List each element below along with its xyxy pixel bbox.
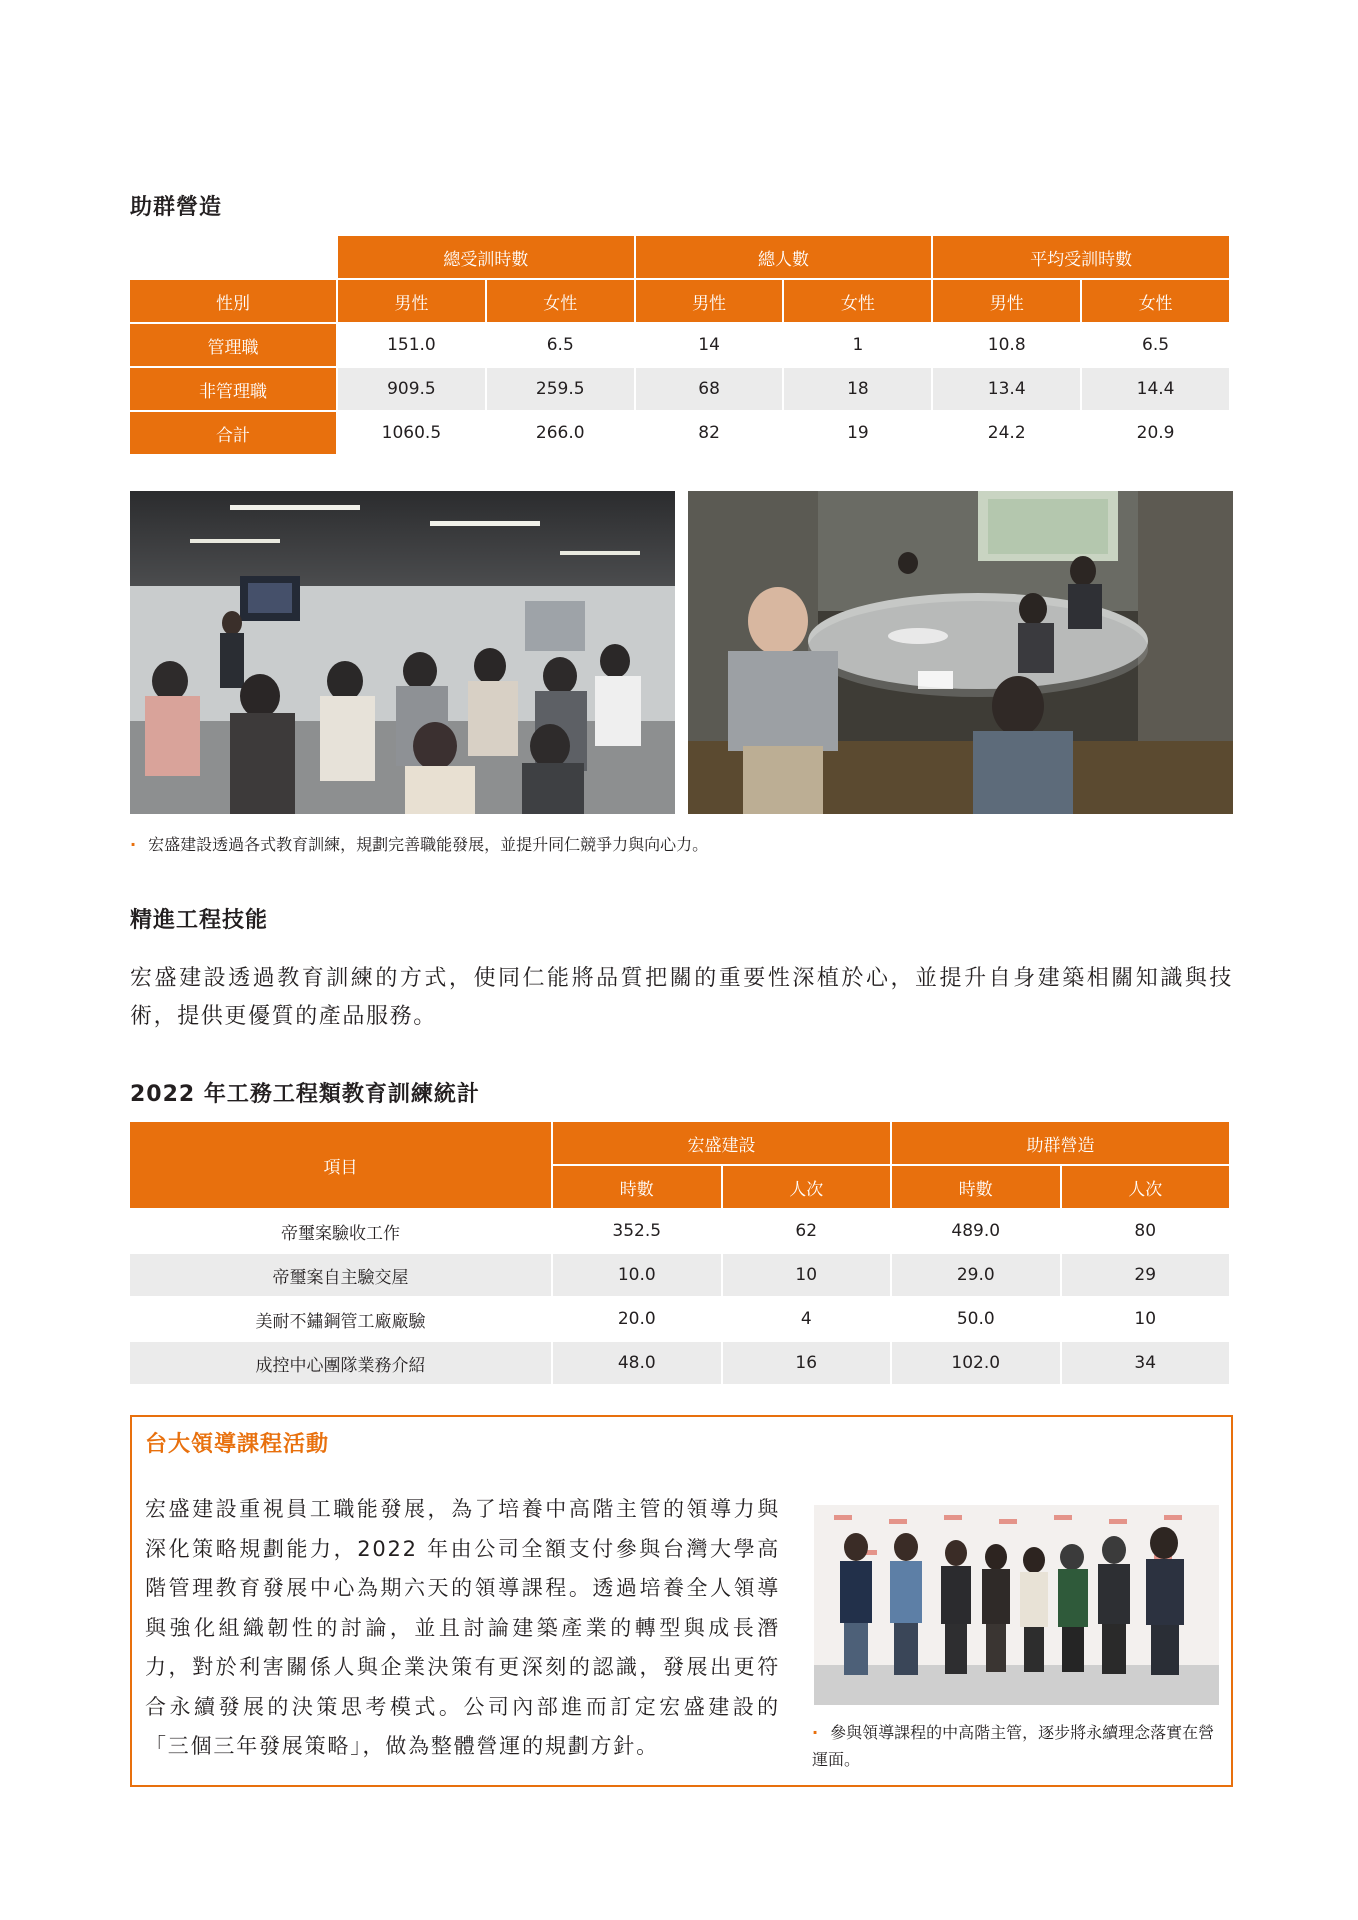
table-cell: 20.9	[1136, 423, 1175, 443]
caption-text: 參與領導課程的中高階主管，逐步將永續理念落實在營運面。	[812, 1723, 1215, 1769]
table-cell: 34	[1062, 1342, 1230, 1384]
table-cell: 489.0	[892, 1210, 1060, 1254]
gender-header: 女性	[784, 280, 931, 324]
leadership-photo-caption	[812, 1719, 1217, 1773]
gender-header: 男性	[636, 280, 783, 324]
table-row	[130, 1254, 1229, 1298]
table-cell: 6.5	[1082, 324, 1229, 368]
leadership-course-box	[130, 1415, 1233, 1787]
table-cell: 62	[723, 1210, 891, 1254]
bullet-icon: ·	[812, 1723, 819, 1742]
table-row	[130, 324, 1229, 368]
table-row	[130, 1342, 1229, 1384]
table-cell: 6.5	[487, 324, 634, 368]
box-paragraph: 宏盛建設重視員工職能發展，為了培養中高階主管的領導力與深化策略規劃能力，2022 年由公司全額支付參與台灣大學高階管理教育發展中心為期六天的領導課程。透過培養全人領導與強化組織韌性的討論，並且討論建築產業的轉型與成長潛力，對於利害關係人與企業決策有更深刻的認識，發展出更符合永續發展的決策思考模式。公司內部進而訂定宏盛建設的「三個三年發展策略」，做為整體營運的規劃方針。	[145, 1497, 780, 1758]
sub-header: 人次	[1062, 1166, 1230, 1210]
table-cell: 1060.5	[381, 423, 442, 443]
table-cell: 19	[847, 423, 869, 443]
section-heading-engineering: 精進工程技能	[130, 908, 269, 933]
table-row	[130, 1210, 1229, 1254]
table-row	[130, 1298, 1229, 1342]
table-cell: 29	[1062, 1254, 1230, 1298]
table-cell: 18	[784, 368, 931, 412]
bullet-icon: ·	[130, 835, 137, 854]
item-header: 項目	[130, 1122, 551, 1210]
lecture-illustration	[130, 491, 675, 814]
table-cell: 10.0	[553, 1254, 721, 1298]
engineering-paragraph: 宏盛建設透過教育訓練的方式，使同仁能將品質把關的重要性深植於心，並提升自身建築相關知識與技術，提供更優質的產品服務。	[130, 966, 1233, 1029]
row-label: 合計	[130, 412, 336, 454]
table-row	[130, 412, 1229, 454]
table-cell: 48.0	[553, 1342, 721, 1384]
table-cell: 13.4	[933, 368, 1080, 412]
row-label: 成控中心團隊業務介紹	[130, 1342, 551, 1384]
table-cell: 20.0	[553, 1298, 721, 1342]
table-cell: 266.0	[535, 423, 585, 443]
row-label: 帝璽案驗收工作	[130, 1210, 551, 1254]
row-label: 美耐不鏽鋼管工廠廠驗	[130, 1298, 551, 1342]
col-group-header: 總人數	[636, 236, 932, 280]
meeting-illustration	[688, 491, 1233, 814]
table-row	[130, 368, 1229, 412]
table-cell: 16	[723, 1342, 891, 1384]
table-cell: 50.0	[892, 1298, 1060, 1342]
row-label: 非管理職	[130, 368, 336, 412]
zhuqun-training-table	[128, 236, 1231, 454]
table-cell: 259.5	[487, 368, 634, 412]
training-photo-caption	[130, 832, 708, 855]
gender-header: 男性	[933, 280, 1080, 324]
row-label: 管理職	[130, 324, 336, 368]
sub-header: 時數	[892, 1166, 1060, 1210]
meeting-room-photo	[688, 491, 1233, 814]
gender-label: 性別	[130, 280, 336, 324]
table-cell: 352.5	[553, 1210, 721, 1254]
table-corner-blank	[130, 236, 336, 280]
table-cell: 29.0	[892, 1254, 1060, 1298]
row-label: 帝璽案自主驗交屋	[130, 1254, 551, 1298]
group-illustration	[814, 1505, 1219, 1705]
gender-header: 女性	[487, 280, 634, 324]
section-heading-statistics: 2022 年工務工程類教育訓練統計	[130, 1082, 480, 1107]
box-title: 台大領導課程活動	[145, 1432, 330, 1457]
table-cell: 14.4	[1082, 368, 1229, 412]
table-cell: 151.0	[338, 324, 485, 368]
table-cell: 10	[1062, 1298, 1230, 1342]
table-cell: 1	[784, 324, 931, 368]
section-heading-zhuqun: 助群營造	[130, 195, 223, 220]
col-group-header: 平均受訓時數	[933, 236, 1229, 280]
training-lecture-photo	[130, 491, 675, 814]
table-cell: 909.5	[338, 368, 485, 412]
table-cell: 10	[723, 1254, 891, 1298]
engineering-training-table	[128, 1122, 1231, 1384]
col-group-header: 總受訓時數	[338, 236, 634, 280]
table-cell: 82	[698, 423, 720, 443]
company-header: 助群營造	[892, 1122, 1229, 1166]
company-header: 宏盛建設	[553, 1122, 890, 1166]
table-cell: 10.8	[933, 324, 1080, 368]
leadership-group-photo	[814, 1505, 1219, 1705]
sub-header: 時數	[553, 1166, 721, 1210]
gender-header: 女性	[1082, 280, 1229, 324]
sub-header: 人次	[723, 1166, 891, 1210]
table-cell: 24.2	[987, 423, 1026, 443]
gender-header: 男性	[338, 280, 485, 324]
table-cell: 102.0	[892, 1342, 1060, 1384]
table-cell: 4	[723, 1298, 891, 1342]
table-cell: 68	[636, 368, 783, 412]
caption-text: 宏盛建設透過各式教育訓練，規劃完善職能發展，並提升同仁競爭力與向心力。	[148, 835, 709, 854]
table-cell: 80	[1062, 1210, 1230, 1254]
table-cell: 14	[636, 324, 783, 368]
